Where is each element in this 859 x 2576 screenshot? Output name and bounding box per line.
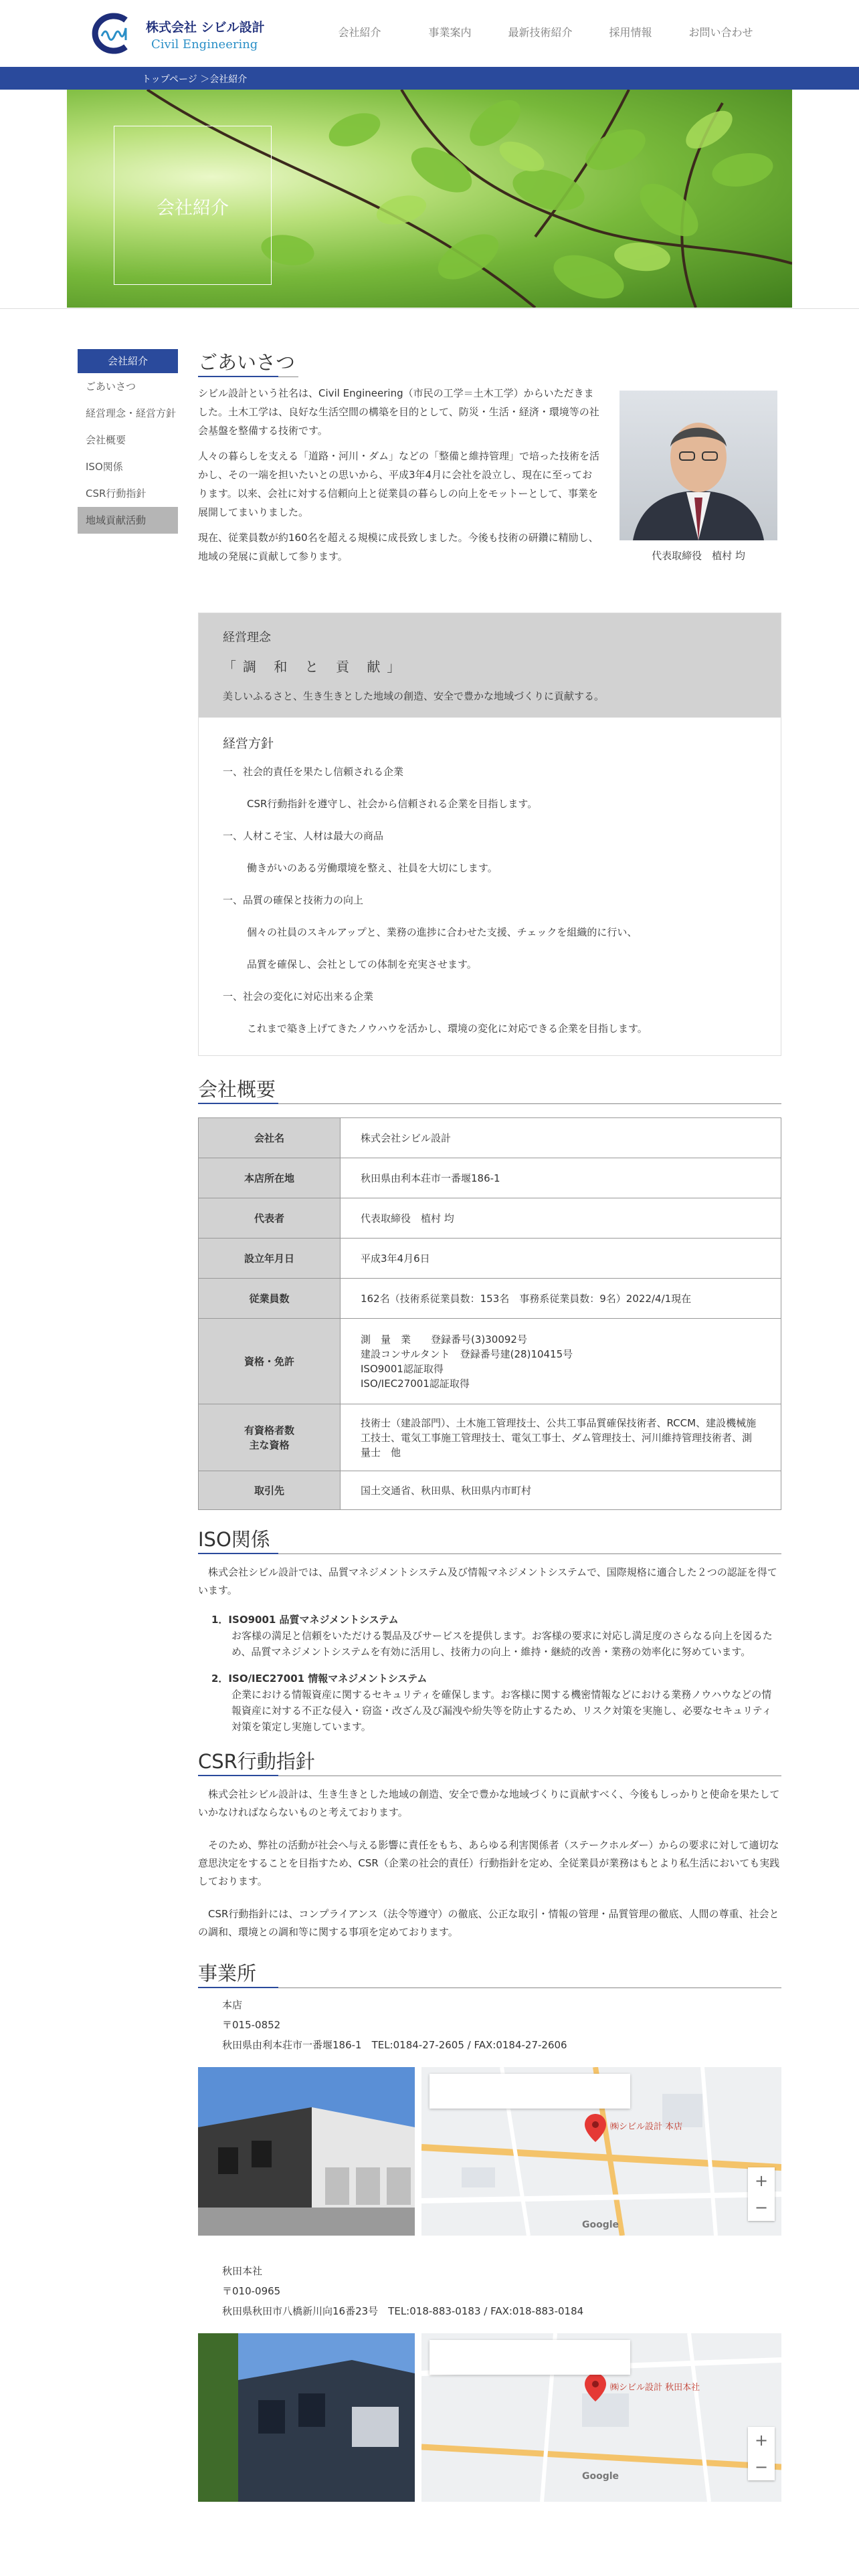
- overview-heading: [198, 1075, 781, 1104]
- greeting-text: [198, 384, 599, 572]
- iso-title: ISO関係: [198, 1528, 270, 1551]
- greeting-paragraph: 人々の暮らしを支える「道路・河川・ダム」などの「整備と維持管理」で培った技術を活かし、その一端を担いたいとの思いから、平成3年4月に会社を設立し、現在に至っております。以来、会社に対する信頼向上と従業員の暮らしの向上をモットーとして、事業を展開してまいりました。: [198, 450, 600, 518]
- map-pin-label[interactable]: ㈱シビル設計 秋田本社: [610, 2383, 700, 2393]
- table-label: 設立年月日: [199, 1239, 341, 1279]
- iso-intro: 株式会社シビル設計では、品質マネジメントシステム及び情報マネジメントシステムで、国際規格に適合した２つの認証を得ています。: [198, 1566, 777, 1596]
- overview-title: 会社概要: [198, 1078, 276, 1101]
- license-line: 測 量 業 登録番号(3)30092号: [361, 1333, 527, 1346]
- table-row: [199, 1471, 781, 1510]
- greeting-section: [198, 384, 781, 579]
- table-row: [199, 1198, 781, 1239]
- policy-body: CSR行動指針を遵守し、社会から信頼される企業を目指します。: [247, 798, 538, 810]
- civil-logo-mark: [87, 12, 143, 55]
- heading-rule: [198, 1103, 781, 1104]
- breadcrumb[interactable]: トップページ ＞会社紹介: [142, 74, 248, 85]
- office-name: 本店: [222, 1999, 243, 2011]
- table-row: [199, 1319, 781, 1404]
- table-label-line: 有資格者数: [244, 1424, 294, 1436]
- table-value: 代表取締役 植村 均: [341, 1198, 781, 1239]
- policy-body: 個々の社員のスキルアップと、業務の進捗に合わせた支援、チェックを組織的に行い、: [247, 926, 638, 938]
- table-label: 取引先: [199, 1471, 341, 1510]
- nav-recruit[interactable]: 採用情報: [609, 26, 652, 39]
- nav-business[interactable]: 事業案内: [428, 26, 472, 39]
- sidebar-head[interactable]: 会社紹介: [78, 349, 178, 373]
- main-nav: [314, 24, 766, 39]
- table-value: 秋田県由利本荘市一番堰186-1: [341, 1158, 781, 1198]
- policy-heading: 経営方針: [223, 736, 274, 751]
- philosophy-sub: 美しいふるさと、生き生きとした地域の創造、安全で豊かな地域づくりに貢献する。: [223, 690, 605, 702]
- table-label: 従業員数: [199, 1279, 341, 1319]
- policy-body: 働きがいのある労働環境を整え、社員を大切にします。: [247, 862, 498, 874]
- license-line: ISO/IEC27001認証取得: [361, 1377, 470, 1390]
- table-row: [199, 1404, 781, 1471]
- map-pin-label[interactable]: ㈱シビル設計 本店: [610, 2122, 683, 2132]
- breadcrumb-bar: [0, 67, 859, 90]
- office-building-photo: [198, 2333, 415, 2502]
- sidebar-item-community[interactable]: 地域貢献活動: [78, 507, 178, 534]
- portrait-caption: 代表取締役 植村 均: [652, 550, 745, 562]
- office-address: 秋田県由利本荘市一番堰186-1 TEL:0184-27-2605 / FAX:0184-27-2606: [222, 2039, 567, 2051]
- table-row: [199, 1279, 781, 1319]
- map-brand: Google: [582, 2471, 619, 2482]
- policy-body: 品質を確保し、会社としての体制を充実させます。: [247, 958, 477, 970]
- csr-paragraph: CSR行動指針には、コンプライアンス（法令等遵守）の徹底、公正な取引・情報の管理・品質管理の徹底、人間の尊重、社会との調和、環境との調和等に関する事項を定めております。: [198, 1908, 779, 1938]
- building-graphic: [198, 2333, 415, 2502]
- heading-rule: [198, 1553, 781, 1554]
- philosophy-top: [199, 613, 781, 718]
- map-info-card[interactable]: [430, 2074, 630, 2109]
- iso-list: [198, 1612, 781, 1735]
- table-row: [199, 1118, 781, 1158]
- policy-title: 一、社会の変化に対応出来る企業: [223, 990, 374, 1002]
- sidebar-item-overview[interactable]: 会社概要: [86, 434, 126, 446]
- offices-heading: [198, 1959, 781, 1988]
- license-line: ISO9001認証取得: [361, 1362, 444, 1375]
- greeting-paragraph: 現在、従業員数が約160名を超える規模に成長致しました。今後も技術の研鑽に精励し、地域の発展に貢献して参ります。: [198, 532, 599, 562]
- offices-title: 事業所: [198, 1962, 257, 1985]
- nav-technology[interactable]: 最新技術紹介: [508, 26, 573, 39]
- table-row: [199, 1158, 781, 1198]
- table-value: [341, 1319, 781, 1404]
- table-value: 国土交通省、秋田県、秋田県内市町村: [341, 1471, 781, 1510]
- csr-paragraph: そのため、弊社の活動が社会へ与える影響に責任をもち、あらゆる利害関係者（ステークホルダー）からの要求に対して適切な意思決定をすることを目指すため、CSR（企業の社会的責任）行動指針を定め、全従業員が業務はもとより私生活においても実践しております。: [198, 1839, 780, 1887]
- overview-section: [198, 1075, 781, 1510]
- company-name-en: Civil Engineering: [151, 37, 258, 51]
- table-label: 代表者: [199, 1198, 341, 1239]
- csr-title: CSR行動指針: [198, 1750, 315, 1773]
- table-label: 資格・免許: [199, 1319, 341, 1404]
- building-graphic: [198, 2067, 415, 2236]
- csr-paragraph: 株式会社シビル設計は、生き生きとした地域の創造、安全で豊かな地域づくりに貢献すべく、今後もしっかりと使命を果たしていかなければならないものと考えております。: [198, 1788, 780, 1818]
- greeting-heading: [198, 348, 781, 377]
- table-value: 株式会社シビル設計: [341, 1118, 781, 1158]
- philosophy-box: [198, 613, 781, 1056]
- office-media: [198, 2067, 781, 2237]
- company-logo[interactable]: [87, 11, 281, 56]
- table-label: 本店所在地: [199, 1158, 341, 1198]
- nav-contact[interactable]: お問い合わせ: [688, 26, 753, 39]
- zoom-out-icon[interactable]: −: [754, 2458, 769, 2476]
- offices-section: [198, 1959, 781, 2487]
- map-brand: Google: [582, 2220, 619, 2230]
- greeting-paragraph: シビル設計という社名は、Civil Engineering（市民の工学＝土木工学）からいただきました。土木工学は、良好な生活空間の構築を目的として、防災・生活・経済・環境等の社会基盤を整備する技術です。: [198, 387, 599, 437]
- license-line: 建設コンサルタント 登録番号建(28)10415号: [361, 1348, 573, 1360]
- office-info: [198, 2261, 781, 2321]
- office-address: 秋田県秋田市八橋新川向16番23号 TEL:018-883-0183 / FAX:018-883-0184: [222, 2305, 584, 2317]
- iso-item-title: 2．ISO/IEC27001 情報マネジメントシステム: [211, 1673, 427, 1685]
- greeting-title: ごあいさつ: [198, 351, 296, 374]
- csr-heading: [198, 1747, 781, 1776]
- zoom-in-icon[interactable]: +: [754, 2431, 769, 2450]
- iso-item-body: お客様の満足と信頼をいただける製品及びサービスを提供します。お客様の要求に対応し満足度のさらなる向上を図るため、品質マネジメントシステムを有効に活用し、技術力の向上・維持・継続的改善・業務の効率化に努めています。: [231, 1630, 773, 1658]
- zoom-out-icon[interactable]: −: [754, 2198, 769, 2217]
- philosophy-motto: 「調 和 と 貢 献」: [223, 659, 407, 675]
- sidebar-item-iso[interactable]: ISO関係: [86, 461, 123, 473]
- office-zip: 〒015-0852: [222, 2019, 281, 2031]
- policy-section: [199, 718, 781, 1055]
- philosophy-heading: 経営理念: [223, 631, 271, 645]
- hero-title: 会社紹介: [157, 198, 229, 219]
- iso-item-body: 企業における情報資産に関するセキュリティを確保します。お客様に関する機密情報などにおける業務ノウハウなどの情報資産に対する不正な侵入・窃盗・改ざん及び漏洩や紛失等を防止するため、リスク対策を実施し、必要なセキュリティ対策を策定し実施しています。: [231, 1689, 772, 1733]
- nav-company[interactable]: 会社紹介: [338, 26, 381, 39]
- iso-heading: [198, 1525, 781, 1554]
- sidebar-item-csr[interactable]: CSR行動指針: [86, 488, 147, 500]
- office-media: [198, 2333, 781, 2487]
- sidebar: [78, 349, 178, 534]
- iso-item-title: 1．ISO9001 品質マネジメントシステム: [211, 1614, 399, 1626]
- table-value: 技術士（建設部門）、土木施工管理技士、公共工事品質確保技術者、RCCM、建設機械施工技士、電気工事施工管理技士、電気工事士、ダム管理技士、河川維持管理技術者、測量士 他: [341, 1404, 781, 1471]
- iso-item: [211, 1612, 781, 1660]
- map-zoom-control[interactable]: [748, 2167, 775, 2221]
- iso-section: [198, 1525, 781, 1735]
- company-name: 株式会社 シビル設計: [146, 20, 265, 35]
- office-map[interactable]: [421, 2333, 781, 2502]
- table-value: 162名（技術系従業員数：153名 事務系従業員数：9名）2022/4/1現在: [341, 1279, 781, 1319]
- portrait-graphic: [619, 391, 777, 540]
- overview-table: [198, 1117, 781, 1510]
- sidebar-item-philosophy[interactable]: 経営理念・経営方針: [86, 407, 177, 419]
- site-header: [0, 0, 859, 67]
- sidebar-item-greeting[interactable]: ごあいさつ: [86, 381, 136, 393]
- hero-title-box: [114, 126, 272, 285]
- office-info: [198, 1995, 781, 2055]
- office-name: 秋田本社: [222, 2265, 263, 2277]
- office-map[interactable]: [421, 2067, 781, 2236]
- policy-title: 一、人材こそ宝、人材は最大の商品: [223, 830, 384, 842]
- table-value: 平成3年4月6日: [341, 1239, 781, 1279]
- table-row: [199, 1239, 781, 1279]
- table-label: 会社名: [199, 1118, 341, 1158]
- office-zip: 〒010-0965: [222, 2285, 281, 2297]
- main-content: [198, 348, 781, 2487]
- table-label-line: 主な資格: [249, 1438, 290, 1451]
- table-label: [199, 1404, 341, 1471]
- president-portrait: [619, 391, 777, 540]
- zoom-in-icon[interactable]: +: [754, 2171, 769, 2190]
- map-zoom-control[interactable]: [748, 2427, 775, 2480]
- policy-title: 一、社会的責任を果たし信頼される企業: [223, 766, 404, 778]
- policy-title: 一、品質の確保と技術力の向上: [223, 894, 364, 906]
- policy-body: これまで築き上げてきたノウハウを活かし、環境の変化に対応できる企業を目指します。: [247, 1023, 648, 1035]
- csr-section: [198, 1747, 781, 1941]
- map-info-card[interactable]: [430, 2340, 630, 2375]
- iso-item: [211, 1671, 781, 1735]
- office-building-photo: [198, 2067, 415, 2236]
